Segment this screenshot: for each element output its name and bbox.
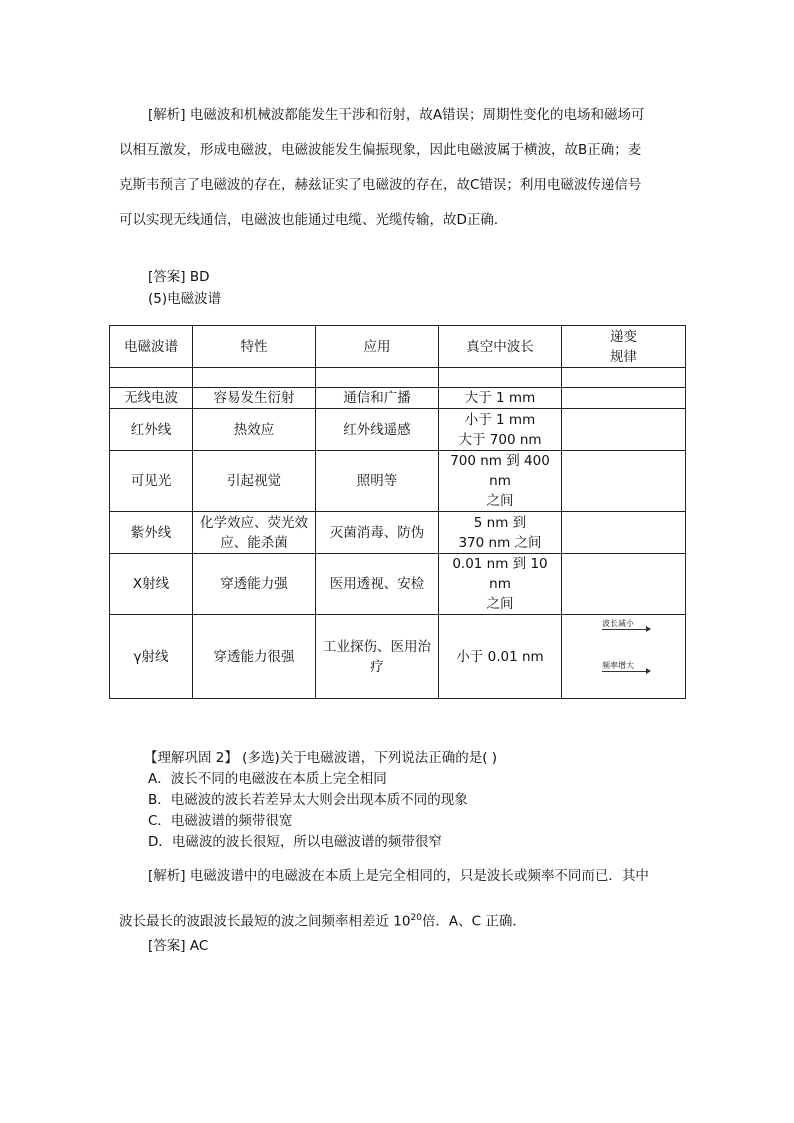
analysis-text: 倍．A、C 正确． bbox=[421, 913, 526, 930]
arrow-right-icon bbox=[602, 629, 650, 630]
table-row bbox=[110, 451, 686, 512]
table-row bbox=[110, 409, 686, 451]
table-cell: 红外线遥感 bbox=[316, 409, 439, 451]
table-cell: 化学效应、荧光效 应、能杀菌 bbox=[193, 512, 316, 554]
trend-arrow-frequency bbox=[602, 661, 650, 672]
table-cell: 700 nm 到 400 nm 之间 bbox=[439, 451, 562, 512]
table-cell: 灭菌消毒、防伪 bbox=[316, 512, 439, 554]
trend-label: 频率增大 bbox=[602, 661, 634, 670]
table-cell: 小于 0.01 nm bbox=[439, 615, 562, 699]
table-cell: 大于 1 mm bbox=[439, 388, 562, 409]
table-cell: 工业探伤、医用治 疗 bbox=[316, 615, 439, 699]
header-cell: 电磁波谱 bbox=[110, 326, 193, 368]
trend-arrow-wavelength bbox=[602, 619, 650, 630]
table-cell: 引起视觉 bbox=[193, 451, 316, 512]
table-cell: 5 nm 到 370 nm 之间 bbox=[439, 512, 562, 554]
question-stem: 【理解巩固 2】 (多选)关于电磁波谱，下列说法正确的是( ) bbox=[144, 750, 498, 766]
table-cell: 医用透视、安检 bbox=[316, 554, 439, 615]
table-cell: 通信和广播 bbox=[316, 388, 439, 409]
header-cell: 特性 bbox=[193, 326, 316, 368]
spectrum-table bbox=[109, 325, 686, 699]
table-cell: 无线电波 bbox=[110, 388, 193, 409]
table-cell: 红外线 bbox=[110, 409, 193, 451]
arrow-right-icon bbox=[602, 671, 650, 672]
trend-cell bbox=[562, 615, 686, 699]
option-b: B．电磁波的波长若差异太大则会出现本质不同的现象 bbox=[148, 792, 468, 808]
analysis-line: [解析] 电磁波谱中的电磁波在本质上是完全相同的，只是波长或频率不同而已．其中 bbox=[148, 868, 649, 884]
table-cell: γ射线 bbox=[110, 615, 193, 699]
header-cell: 真空中波长 bbox=[439, 326, 562, 368]
trend-label: 波长减小 bbox=[602, 619, 634, 628]
table-cell: 小于 1 mm 大于 700 nm bbox=[439, 409, 562, 451]
table-empty-row bbox=[110, 368, 686, 388]
table-row bbox=[110, 554, 686, 615]
analysis-line: 克斯韦预言了电磁波的存在，赫兹证实了电磁波的存在，故C错误；利用电磁波传递信号 bbox=[119, 177, 642, 193]
table-cell: 穿透能力很强 bbox=[193, 615, 316, 699]
table-cell: 照明等 bbox=[316, 451, 439, 512]
analysis-line: 以相互激发，形成电磁波，电磁波能发生偏振现象，因此电磁波属于横波，故B正确；麦 bbox=[119, 142, 642, 158]
table-row bbox=[110, 388, 686, 409]
table-cell: 容易发生衍射 bbox=[193, 388, 316, 409]
analysis-text: 波长最长的波跟波长最短的波之间频率相差近 10 bbox=[119, 913, 411, 930]
answer-1: [答案] BD bbox=[148, 269, 210, 285]
table-cell: 可见光 bbox=[110, 451, 193, 512]
table-cell: X射线 bbox=[110, 554, 193, 615]
answer-2: [答案] AC bbox=[148, 938, 209, 954]
question-block bbox=[144, 748, 498, 853]
analysis-line: [解析] 电磁波和机械波都能发生干涉和衍射，故A错误；周期性变化的电场和磁场可 bbox=[148, 107, 645, 123]
table-row bbox=[110, 615, 686, 699]
analysis-paragraph-2 bbox=[119, 855, 688, 943]
table-cell: 紫外线 bbox=[110, 512, 193, 554]
table-cell: 0.01 nm 到 10 nm 之间 bbox=[439, 554, 562, 615]
option-a: A．波长不同的电磁波在本质上完全相同 bbox=[148, 771, 387, 787]
table-header-row bbox=[110, 326, 686, 368]
option-d: D．电磁波的波长很短，所以电磁波谱的频带很窄 bbox=[148, 834, 442, 850]
analysis-line: 可以实现无线通信，电磁波也能通过电缆、光缆传输，故D正确． bbox=[119, 212, 508, 228]
header-cell: 递变 规律 bbox=[562, 326, 686, 368]
table-row bbox=[110, 512, 686, 554]
exponent: 20 bbox=[410, 913, 422, 923]
table-cell: 热效应 bbox=[193, 409, 316, 451]
analysis-paragraph-1 bbox=[119, 98, 678, 238]
table-cell: 穿透能力强 bbox=[193, 554, 316, 615]
section-title: (5)电磁波谱 bbox=[148, 291, 222, 307]
header-cell: 应用 bbox=[316, 326, 439, 368]
option-c: C．电磁波谱的频带很宽 bbox=[148, 813, 293, 829]
